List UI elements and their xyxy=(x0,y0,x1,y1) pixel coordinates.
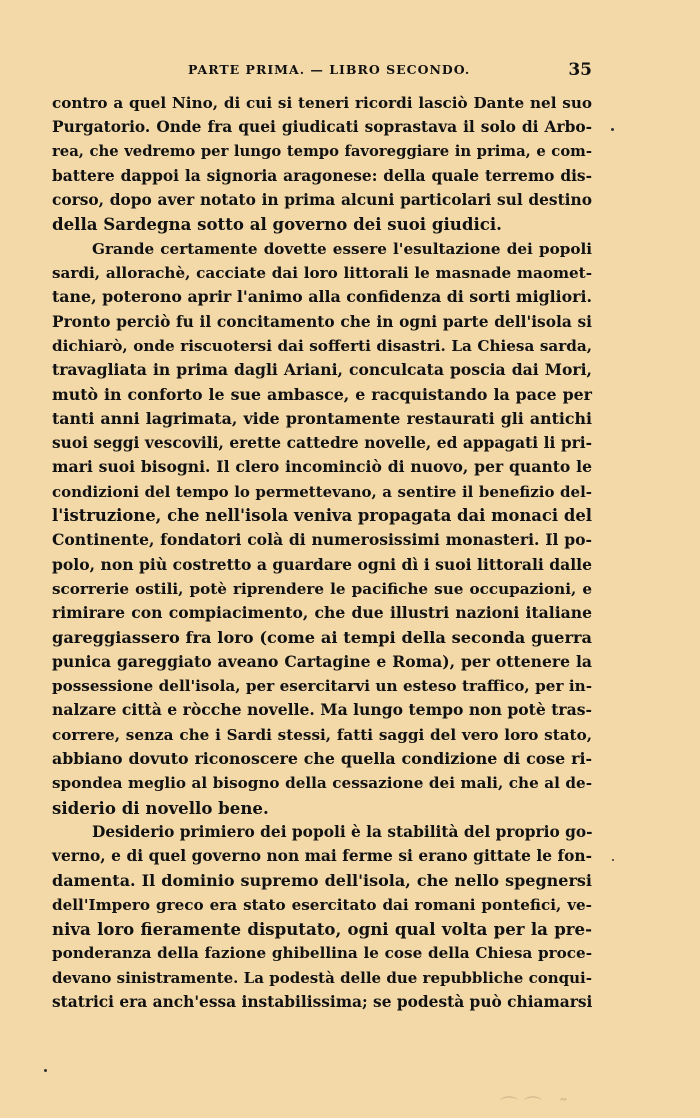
text-line: siderio di novello bene. xyxy=(52,797,269,818)
body-text xyxy=(52,91,592,1014)
text-line: della Sardegna sotto al governo dei suoi giudici. xyxy=(52,214,502,235)
text-line: suoi seggi vescovili, erette cattedre novelle, ed appagati li pri- xyxy=(52,434,592,453)
text-line: Desiderio primiero dei popoli è la stabilità del proprio go- xyxy=(92,822,593,841)
text-line: damenta. Il dominio supremo dell'isola, che nello spegnersi xyxy=(52,870,592,890)
text-line: Purgatorio. Onde fra quei giudicati soprastava il solo di Arbo- xyxy=(52,118,592,137)
text-line: l'istruzione, che nell'isola veniva propagata dai monaci del xyxy=(52,506,592,526)
text-line: nalzare città e ròcche novelle. Ma lungo tempo non potè tras- xyxy=(52,700,592,720)
text-line: condizioni del tempo lo permettevano, a sentire il benefizio del- xyxy=(52,482,592,501)
text-line: mari suoi bisogni. Il clero incominciò di nuovo, per quanto le xyxy=(52,457,592,477)
text-line: rea, che vedremo per lungo tempo favoreggiare in prima, e com- xyxy=(52,142,592,160)
text-line: possessione dell'isola, per esercitarvi un esteso traffico, per in- xyxy=(52,677,592,696)
text-line: verno, e di quel governo non mai ferme si erano gittate le fon- xyxy=(52,847,592,866)
text-line: contro a quel Nino, di cui si teneri ricordi lasciò Dante nel suo xyxy=(52,94,592,112)
margin-speck xyxy=(612,859,614,861)
text-line: corso, dopo aver notato in prima alcuni particolari sul destino xyxy=(52,191,592,210)
text-line: tanti anni lagrimata, vide prontamente restaurati gli antichi xyxy=(52,408,592,428)
margin-speck xyxy=(611,128,614,131)
text-line: travagliata in prima dagli Ariani, conculcata poscia dai Mori, xyxy=(52,360,592,380)
text-line: statrici era anch'essa instabilissima; se podestà può chiamarsi xyxy=(52,992,593,1011)
text-line: mutò in conforto le sue ambasce, e racquistando la pace per xyxy=(52,384,592,404)
text-line: ponderanza della fazione ghibellina le cose della Chiesa proce- xyxy=(52,944,592,963)
text-line: correre, senza che i Sardi stessi, fatti saggi del vero loro stato, xyxy=(52,725,592,744)
margin-speck xyxy=(44,1069,47,1072)
text-line: tane, poterono aprir l'animo alla confidenza di sorti migliori. xyxy=(52,287,592,307)
text-line: niva loro fieramente disputato, ogni qual volta per la pre- xyxy=(52,919,592,940)
text-line: rimirare con compiacimento, che due illustri nazioni italiane xyxy=(52,603,592,623)
text-line: dichiarò, onde riscuotersi dai sofferti disastri. La Chiesa sarda, xyxy=(52,336,592,355)
text-line: Pronto perciò fu il concitamento che in ogni parte dell'isola si xyxy=(52,312,592,331)
text-line: polo, non più costretto a guardare ogni dì i suoi littorali dalle xyxy=(52,554,593,574)
running-head: PARTE PRIMA. — LIBRO SECONDO. xyxy=(188,62,471,77)
text-line: battere dappoi la signoria aragonese: della quale terremo dis- xyxy=(52,166,592,185)
text-line: spondea meglio al bisogno della cessazione dei mali, che al de- xyxy=(52,774,592,793)
text-line: gareggiassero fra loro (come ai tempi della seconda guerra xyxy=(52,627,592,647)
text-line: devano sinistramente. La podestà delle due repubbliche conqui- xyxy=(52,968,592,987)
page-header xyxy=(52,62,592,84)
text-line: Continente, fondatori colà di numerosissimi monasteri. Il po- xyxy=(52,530,592,550)
text-line: sardi, allorachè, cacciate dai loro littorali le masnade maomet- xyxy=(52,264,592,283)
scan-watermark-mark: ⌒ ⌒ ˜ xyxy=(500,1096,568,1117)
text-line: dell'Impero greco era stato esercitato dai romani pontefici, ve- xyxy=(52,895,592,914)
text-line: Grande certamente dovette essere l'esultazione dei popoli xyxy=(92,239,592,258)
text-line: punica gareggiato aveano Cartagine e Roma), per ottenere la xyxy=(52,651,592,671)
page-number: 35 xyxy=(568,60,592,80)
text-line: scorrerie ostili, potè riprendere le pacifiche sue occupazioni, e xyxy=(52,579,592,598)
text-line: abbiano dovuto riconoscere che quella condizione di cose ri- xyxy=(52,749,592,769)
